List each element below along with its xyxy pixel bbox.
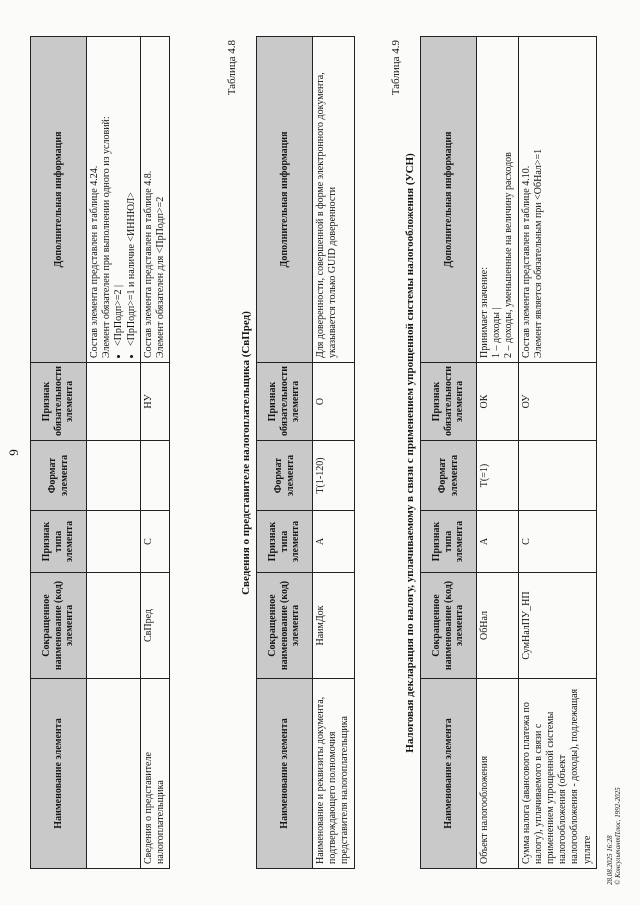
info-line: 1 – доходы | [491,307,503,358]
condition-list [113,41,137,358]
cell-format: T(1-120) [313,441,355,511]
page-number: 9 [6,449,21,456]
cell-required [87,363,141,441]
print-source: © КонсультантПлюс, 1992-2025 [614,787,623,885]
col-code-header: Сокращенное наименование (код) элемента [31,573,87,679]
col-code-header: Сокращенное наименование (код) элемента [421,573,477,679]
col-required-header: Признак обязательности элемента [31,363,87,441]
cell-code [87,573,141,679]
cell-type: С [140,511,169,573]
info-line: Элемент обязателен для <ПрПодп>=2 [154,196,166,358]
info-line: Состав элемента представлен в таблице 4.24. [89,165,100,358]
print-footer [606,787,623,885]
table-row [477,37,519,869]
table-label: Таблица 4.8 [226,40,238,96]
cell-type [87,511,141,573]
cell-format: T(=1) [477,441,519,511]
table-row [313,37,355,869]
cell-name: Сумма налога (авансового платежа по налогу), уплачиваемого в связи с применением упрощенной системы налогообложения (объект налогообложения - доходы), подлежащая уплате [518,679,596,869]
cell-name: Наименование и реквизиты документа, подтверждающего полномочия представителя налогоплательщика [313,679,355,869]
table-row [87,37,141,869]
cell-required: ОУ [518,363,596,441]
col-format-header: Формат элемента [257,441,313,511]
col-name-header: Наименование элемента [257,679,313,869]
table-4-8 [256,36,355,869]
col-format-header: Формат элемента [421,441,477,511]
col-format-header: Формат элемента [31,441,87,511]
print-timestamp: 28.08.2025 16:28 [606,835,614,885]
col-required-header: Признак обязательности элемента [257,363,313,441]
condition-item: • <ПрПодп>=1 и наличие <ИННЮЛ> [126,41,138,346]
col-required-header: Признак обязательности элемента [421,363,477,441]
col-info-header: Дополнительная информация [31,37,87,363]
info-line: 2 – доходы, уменьшенные на величину расходов [503,152,515,358]
table-row [518,37,596,869]
cell-required: О [313,363,355,441]
cell-code: СвПред [140,573,169,679]
cell-info [140,37,169,363]
table-row [140,37,169,869]
cell-name: Объект налогообложения [477,679,519,869]
info-line: Элемент является обязательным при <ОбНал>=1 [532,148,544,358]
condition-item: • <ПрПодп>=2 | [113,41,125,346]
cell-required: ОК [477,363,519,441]
cell-name [87,679,141,869]
cell-type: С [518,511,596,573]
table-title: Сведения о представителе налогоплательщика (СвПред) [240,311,252,595]
info-line: Состав элемента представлен в таблице 4.8. [142,170,154,358]
cell-required: НУ [140,363,169,441]
cell-type: А [313,511,355,573]
cell-format [518,441,596,511]
table-header [31,37,87,869]
cell-info [477,37,519,363]
cell-info [518,37,596,363]
cell-code: ОбНал [477,573,519,679]
col-type-header: Признак типа элемента [257,511,313,573]
cell-info: Для доверенности, совершенной в форме электронного документа, указывается только GUID доверенности [313,37,355,363]
cell-code: НаимДок [313,573,355,679]
col-type-header: Признак типа элемента [31,511,87,573]
cell-name: Сведения о представителе налогоплательщика [140,679,169,869]
cell-format [87,441,141,511]
table-title: Налоговая декларация по налогу, уплачиваемому в связи с применением упрощенной системы налогообложения (УСН) [404,153,416,753]
table-label: Таблица 4.9 [390,40,402,96]
info-line: Принимает значение: [479,266,490,358]
info-line: Состав элемента представлен в таблице 4.10. [520,165,532,358]
col-info-header: Дополнительная информация [257,37,313,363]
table-continuation [30,36,170,869]
col-type-header: Признак типа элемента [421,511,477,573]
col-code-header: Сокращенное наименование (код) элемента [257,573,313,679]
info-line: Элемент обязателен при выполнении одного из условий: [101,116,113,358]
cell-code: СумНалПУ_НП [518,573,596,679]
table-4-9 [420,36,597,869]
col-info-header: Дополнительная информация [421,37,477,363]
col-name-header: Наименование элемента [31,679,87,869]
col-name-header: Наименование элемента [421,679,477,869]
cell-format [140,441,169,511]
cell-info [87,37,141,363]
cell-type: А [477,511,519,573]
table-header [257,37,313,869]
table-header [421,37,477,869]
